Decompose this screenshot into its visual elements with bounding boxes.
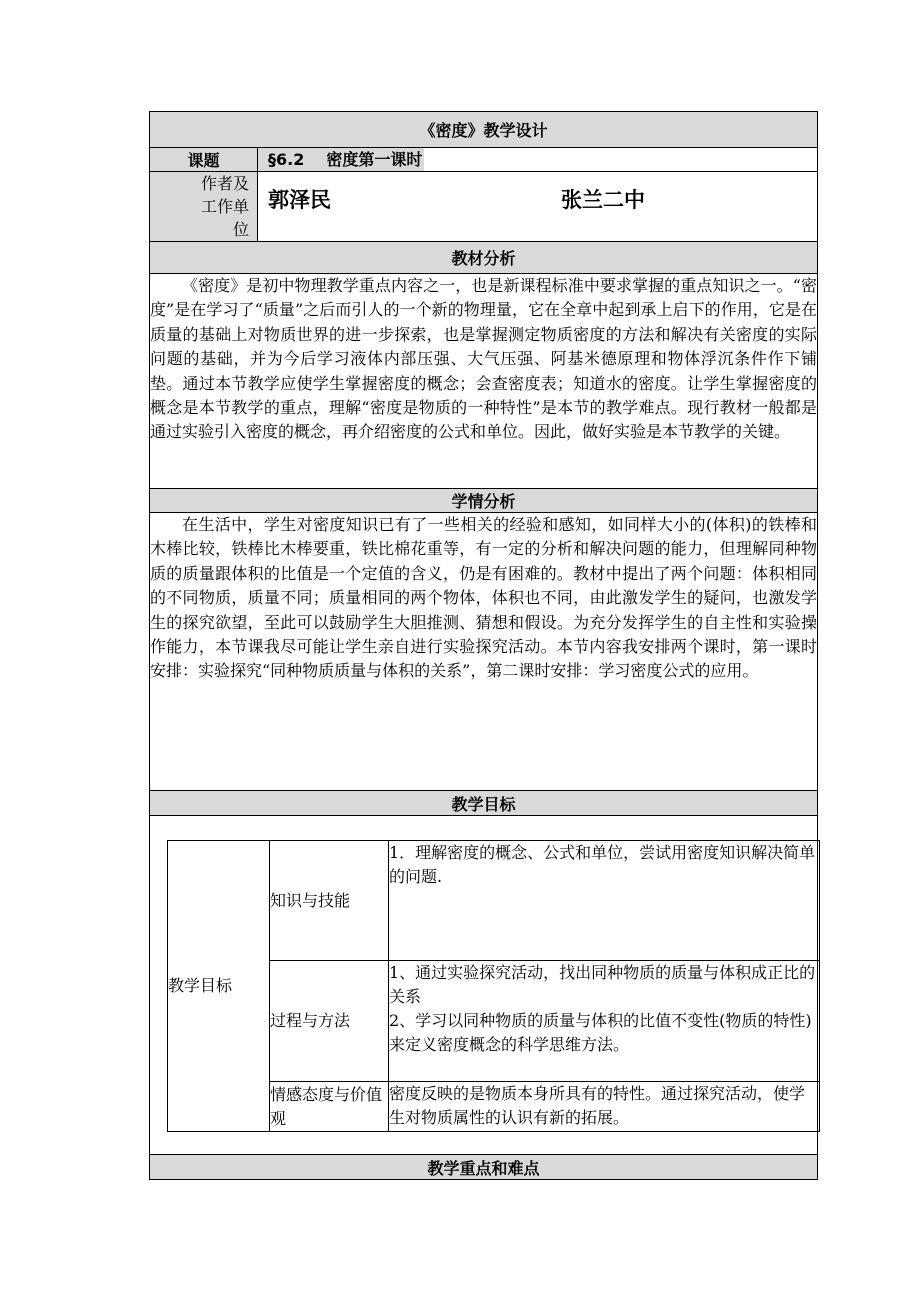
goal-content: 密度反映的是物质本身所具有的特性。通过探究活动，使学生对物质属性的认识有新的拓展。	[389, 1082, 820, 1132]
document-title: 《密度》教学设计	[150, 112, 818, 148]
textbook-analysis-text: 《密度》是初中物理教学重点内容之一，也是新课程标准中要求掌握的重点知识之一。“密度”是在学习了“质量”之后而引人的一个新的物理量，它在全章中起到承上启下的作用，它是在质量的基础上对物质世界的进一步探索，也是掌握测定物质密度的方法和解决有关密度的实际问题的基础，并为今后学习液体内部压强、大气压强、阿基米德原理和物体浮沉条件作下铺垫。通过本节教学应使学生掌握密度的概念；会查密度表；知道水的密度。让学生掌握密度的概念是本节教学的重点，理解“密度是物质的一种特性”是本节的教学难点。现行教材一般都是通过实验引入密度的概念，再介绍密度的公式和单位。因此，做好实验是本节教学的关键。	[150, 274, 818, 489]
goal-category: 过程与方法	[270, 961, 389, 1082]
goals-table	[167, 840, 820, 1132]
section-header-keypoints: 教学重点和难点	[150, 1155, 818, 1180]
goal-content: 1、通过实验探究活动，找出同种物质的质量与体积成正比的关系 2、学习以同种物质的质量与体积的比值不变性(物质的特性)来定义密度概念的科学思维方法。	[389, 961, 820, 1082]
lesson-plan-document	[149, 111, 817, 1180]
goals-cell	[150, 816, 818, 1155]
goal-content: 1．理解密度的概念、公式和单位，尝试用密度知识解决简单的问题.	[389, 841, 820, 961]
author-cell	[258, 172, 818, 242]
author-unit: 张兰二中	[561, 188, 645, 212]
topic-number: §6.2	[268, 150, 305, 169]
section-header-students: 学情分析	[150, 489, 818, 513]
lesson-plan-table	[149, 111, 818, 1180]
goal-category: 情感态度与价值观	[270, 1082, 389, 1132]
section-header-goals: 教学目标	[150, 791, 818, 816]
topic-value: 密度第一课时	[326, 150, 423, 169]
goal-category: 知识与技能	[270, 841, 389, 961]
author-name: 郭泽民	[268, 188, 331, 212]
section-header-textbook: 教材分析	[150, 242, 818, 274]
student-analysis-text: 在生活中，学生对密度知识已有了一些相关的经验和感知，如同样大小的(体积)的铁棒和木棒比较，铁棒比木棒要重，铁比棉花重等，有一定的分析和解决问题的能力，但理解同种物质的质量跟体积的比值是一个定值的含义，仍是有困难的。教材中提出了两个问题：体积相同的不同物质，质量不同；质量相同的两个物体，体积也不同，由此激发学生的疑问，也激发学生的探究欲望，至此可以鼓励学生大胆推测、猜想和假设。为充分发挥学生的自主性和实验操作能力，本节课我尽可能让学生亲自进行实验探究活动。本节内容我安排两个课时，第一课时安排：实验探究“同种物质质量与体积的关系”，第二课时安排：学习密度公式的应用。	[150, 513, 818, 791]
topic-label: 课题	[150, 148, 258, 172]
author-label: 作者及工作单位	[150, 172, 258, 242]
goals-row-label: 教学目标	[168, 841, 270, 1132]
topic-cell	[258, 148, 818, 172]
